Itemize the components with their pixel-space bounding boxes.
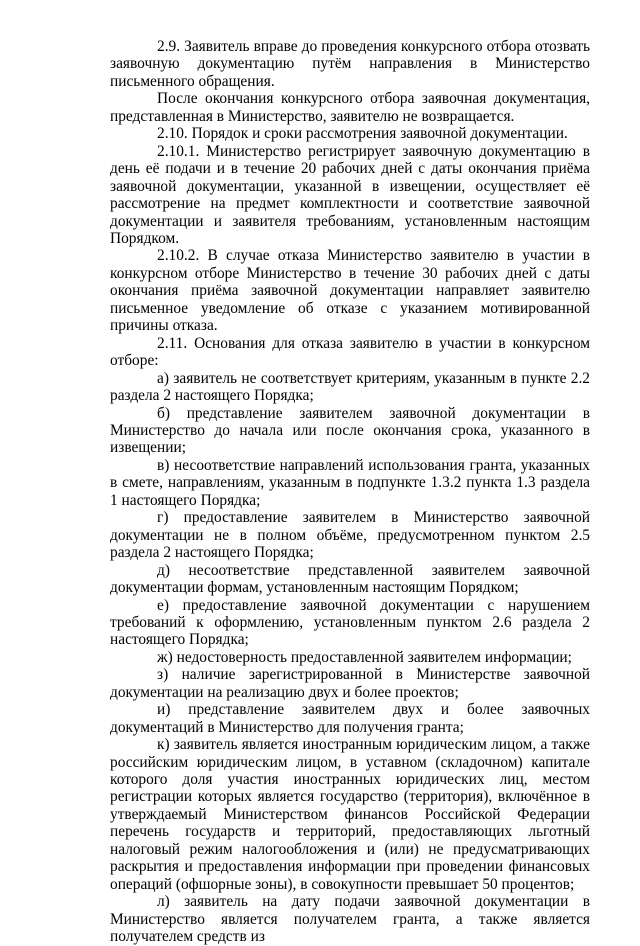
list-item-i: и) представление заявителем двух и более заявочных документаций в Министерство для получения гранта; <box>110 701 590 736</box>
document-page <box>110 38 590 946</box>
list-item-d: д) несоответствие представленной заявителем заявочной документации формам, установленным настоящим Порядком; <box>110 561 590 597</box>
paragraph-2-9: 2.9. Заявитель вправе до проведения конкурсного отбора отозвать заявочную документацию путём направления в Министерство письменного обращения. <box>110 38 590 90</box>
list-item-b: б) представление заявителем заявочной документации в Министерство до начала или после окончания срока, указанного в извещении; <box>110 404 590 457</box>
paragraph-2-11: 2.11. Основания для отказа заявителю в участии в конкурсном отборе: <box>110 334 590 370</box>
list-item-l: л) заявитель на дату подачи заявочной документации в Министерство является получателем гранта, а также является получателем средств из <box>110 893 590 946</box>
paragraph-2-10-2: 2.10.2. В случае отказа Министерство заявителю в участии в конкурсном отборе Министерство в течение 30 рабочих дней с даты окончания приёма заявочной документации направляет заявителю письменное уведомление об отказе с указанием мотивированной причины отказа. <box>110 247 590 335</box>
list-item-k: к) заявитель является иностранным юридическим лицом, а также российским юридическим лицом, в уставном (складочном) капитале которого доля участия иностранных юридических лиц, местом регистрации которых является государство (территория), включённое в утверждаемый Министерством финансов Российской Федерации перечень государств и территорий, предоставляющих льготный налоговый режим налогообложения и (или) не предусматривающих раскрытия и предоставления информации при проведении финансовых операций (офшорные зоны), в совокупности превышает 50 процентов; <box>110 736 590 893</box>
list-item-g: г) предоставление заявителем в Министерство заявочной документации не в полном объёме, предусмотренном пунктом 2.5 раздела 2 настоящего Порядка; <box>110 509 590 562</box>
list-item-e: е) предоставление заявочной документации с нарушением требований к оформлению, установленным пунктом 2.6 раздела 2 настоящего Порядка; <box>110 596 590 649</box>
list-item-a: а) заявитель не соответствует критериям, указанным в пункте 2.2 раздела 2 настоящего Порядка; <box>110 369 590 405</box>
list-item-z: з) наличие зарегистрированной в Министерстве заявочной документации на реализацию двух и более проектов; <box>110 666 590 701</box>
paragraph-2-10: 2.10. Порядок и сроки рассмотрения заявочной документации. <box>157 125 568 143</box>
paragraph-after-selection: После окончания конкурсного отбора заявочная документация, представленная в Министерство, заявителю не возвращается. <box>110 90 590 125</box>
paragraph-2-10-1: 2.10.1. Министерство регистрирует заявочную документацию в день её подачи и в течение 20 рабочих дней с даты окончания приёма заявочной документации, указанной в извещении, осуществляет её рассмотрение на предмет комплектности и соответствие заявочной документации и заявителя требованиям, установленным настоящим Порядком. <box>110 142 590 247</box>
list-item-zh: ж) недостоверность предоставленной заявителем информации; <box>157 648 572 666</box>
list-item-v: в) несоответствие направлений использования гранта, указанных в смете, направлениям, указанным в подпункте 1.3.2 пункта 1.3 раздела 1 настоящего Порядка; <box>110 456 590 509</box>
